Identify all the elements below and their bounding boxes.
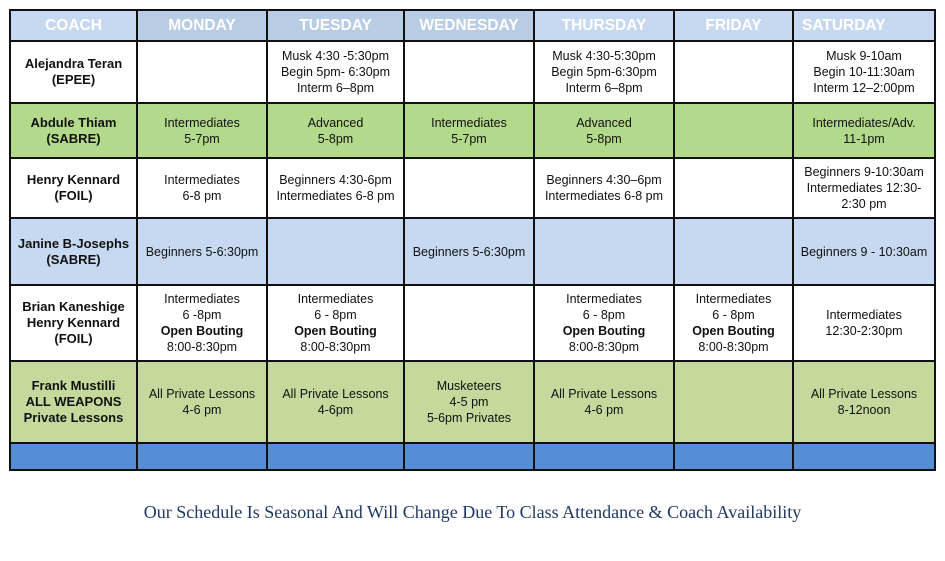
coach-name-line: Brian Kaneshige [22,299,125,314]
class-time-line: Intermediates [164,115,240,130]
class-time-line: 5-6pm Privates [426,411,512,425]
footer-bar-cell [10,443,137,470]
class-time-line: Intermediates [297,292,374,306]
header-thursday: THURSDAY [534,10,674,41]
coach-name-line: (SABRE) [46,130,101,146]
coach-cell [10,361,137,443]
class-time-line: 6 - 8pm [314,308,357,322]
coach-cell [10,41,137,103]
class-time-line: 8-12noon [837,403,891,417]
footer-bar-cell [674,443,793,470]
schedule-cell [534,41,674,103]
header-friday: FRIDAY [674,10,793,41]
header-monday: MONDAY [137,10,267,41]
class-time-line: Open Bouting [692,324,775,338]
schedule-cell [137,41,267,103]
class-time-line: Beginners 4:30-6pm [279,173,392,187]
schedule-table [9,9,936,471]
schedule-cell [404,285,534,361]
footer-note: Our Schedule Is Seasonal And Will Change Due To Class Attendance & Coach Availability [143,502,802,522]
coach-name-line: Alejandra Teran [24,56,123,71]
class-time-line: Interm 6–8pm [296,81,375,95]
class-time-line: 4-6 pm [584,403,624,417]
class-time-line: 6 - 8pm [712,308,755,322]
class-time-line: 5-7pm [451,131,487,146]
class-time-line: Begin 10-11:30am [813,65,915,79]
schedule-cell [674,361,793,443]
class-time-line: Begin 5pm-6:30pm [551,65,657,79]
schedule-cell [267,41,404,103]
class-time-line: All Private Lessons [282,387,389,401]
class-time-line: 11-1pm [843,131,885,146]
class-time-line: Interm 6–8pm [565,81,643,95]
class-time-line: 4-5 pm [449,395,489,409]
coach-name-line: Private Lessons [23,410,124,425]
header-wednesday: WEDNESDAY [404,10,534,41]
class-time-line: 5-7pm [184,131,220,146]
coach-name-line: Henry Kennard [26,172,121,187]
schedule-cell [267,218,404,285]
schedule-cell [137,103,267,158]
coach-name-line: (EPEE) [51,72,96,87]
class-time-line: All Private Lessons [148,387,256,401]
schedule-row [10,285,935,361]
coach-name-line: Henry Kennard [26,315,121,330]
schedule-cell [674,41,793,103]
header-row [10,10,935,41]
class-time-line: Intermediates [566,292,642,306]
class-time-line: Musk 4:30-5:30pm [552,49,656,63]
schedule-cell [137,285,267,361]
schedule-row [10,361,935,443]
footer-bar-cell [267,443,404,470]
schedule-cell [674,158,793,218]
schedule-row [10,218,935,285]
class-time-line: Intermediates [431,115,507,130]
schedule-cell [793,361,935,443]
class-time-line: 8:00-8:30pm [698,340,769,354]
schedule-cell [404,103,534,158]
class-time-line: Intermediates/Adv. [812,115,916,130]
coach-cell [10,285,137,361]
schedule-cell [534,218,674,285]
header-coach: COACH [10,10,137,41]
class-time-line: 5-8pm [317,131,354,146]
schedule-cell [404,158,534,218]
class-time-line: Open Bouting [562,324,646,338]
class-time-line: Begin 5pm- 6:30pm [280,65,391,79]
schedule-cell [404,361,534,443]
class-time-line: Intermediates [164,292,240,306]
schedule-cell [267,103,404,158]
schedule-cell [137,361,267,443]
class-time-line: Intermediates 6-8 pm [544,189,664,203]
class-time-line: Intermediates [826,308,902,322]
class-time-line: Advanced [307,115,364,130]
schedule-cell [674,103,793,158]
schedule-row [10,158,935,218]
schedule-cell [137,158,267,218]
coach-cell [10,218,137,285]
coach-cell [10,158,137,218]
schedule-cell [267,285,404,361]
footer-bar-cell [534,443,674,470]
class-time-line: 6-8 pm [182,189,222,203]
schedule-cell [404,218,534,285]
footer-bar-row [10,443,935,470]
class-time-line: 8:00-8:30pm [300,340,371,354]
class-time-line: Advanced [576,115,632,130]
coach-cell [10,103,137,158]
coach-name-line: ALL WEAPONS [25,394,122,409]
class-time-line: Open Bouting [294,324,377,338]
coach-name-line: Abdule Thiam [30,114,117,130]
schedule-cell [534,103,674,158]
schedule-cell [793,218,935,285]
schedule-cell [674,218,793,285]
header-saturday: SATURDAY [793,10,935,41]
schedule-cell [267,158,404,218]
schedule-cell [404,41,534,103]
class-time-line: 12:30-2:30pm [825,324,903,338]
coach-name-line: Frank Mustilli [31,378,116,393]
class-time-line: Beginners 5-6:30pm [412,244,526,259]
schedule-cell [534,361,674,443]
schedule-cell [793,285,935,361]
schedule-cell [534,285,674,361]
coach-name-line: (SABRE) [46,251,101,267]
coach-name-line: (FOIL) [54,188,93,203]
class-time-line: Intermediates [695,292,772,306]
schedule-cell [793,103,935,158]
schedule-cell [267,361,404,443]
class-time-line: 8:00-8:30pm [166,340,238,354]
class-time-line: 5-8pm [586,131,622,146]
schedule-row [10,103,935,158]
class-time-line: Open Bouting [160,324,244,338]
schedule-row [10,41,935,103]
class-time-line: 2:30 pm [841,197,887,211]
class-time-line: Interm 12–2:00pm [813,81,915,95]
class-time-line: All Private Lessons [810,387,918,401]
class-time-line: Musketeers [436,379,502,393]
schedule-cell [137,218,267,285]
footer-bar-cell [793,443,935,470]
class-time-line: Intermediates 6-8 pm [276,189,395,203]
class-time-line: All Private Lessons [550,387,658,401]
class-time-line: Musk 4:30 -5:30pm [282,49,389,63]
coach-name-line: (FOIL) [54,331,93,346]
schedule-cell [674,285,793,361]
class-time-line: 4-6 pm [182,403,222,417]
schedule-cell [534,158,674,218]
class-time-line: Beginners 9 - 10:30am [800,244,928,259]
class-time-line: 6 -8pm [182,308,222,322]
class-time-line: Beginners 4:30–6pm [546,173,662,187]
class-time-line: Intermediates 12:30- [806,181,922,195]
footer-bar-cell [404,443,534,470]
class-time-line: 6 - 8pm [582,308,626,322]
class-time-line: Beginners 5-6:30pm [145,244,259,259]
footer-bar-cell [137,443,267,470]
class-time-line: Intermediates [164,173,240,187]
schedule-cell [793,41,935,103]
class-time-line: Beginners 9-10:30am [804,165,924,179]
class-time-line: Musk 9-10am [826,49,902,63]
coach-name-line: Janine B-Josephs [17,235,130,251]
class-time-line: 4-6pm [317,403,354,417]
header-tuesday: TUESDAY [267,10,404,41]
schedule-cell [793,158,935,218]
class-time-line: 8:00-8:30pm [568,340,640,354]
